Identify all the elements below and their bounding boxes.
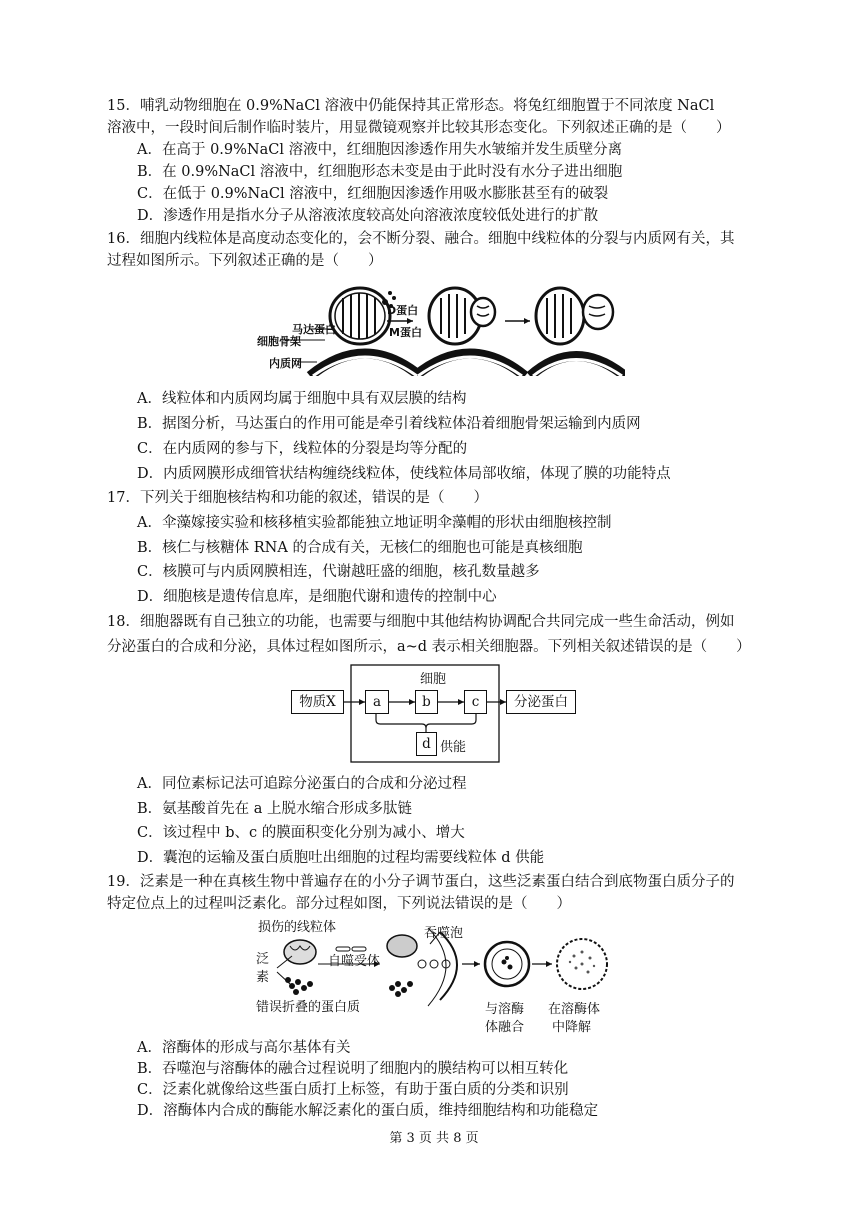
organelle-b-box: b xyxy=(415,690,438,714)
q19-option-d: D．溶酶体内合成的酶能水解泛素化的蛋白质，维持细胞结构和功能稳定 xyxy=(137,1103,599,1119)
misfolded-protein-label: 错误折叠的蛋白质 xyxy=(256,1000,361,1015)
q16-option-a: A．线粒体和内质网均属于细胞中具有双层膜的结构 xyxy=(137,391,467,407)
q18-stem-line2: 分泌蛋白的合成和分泌，具体过程如图所示，a~d 表示相关细胞器。下列相关叙述错误的是（ ） xyxy=(107,639,751,655)
q16-stem-line1: 16．细胞内线粒体是高度动态变化的，会不断分裂、融合。细胞中线粒体的分裂与内质网有关，其 xyxy=(107,231,735,247)
q18-option-b: B．氨基酸首先在 a 上脱水缩合形成多肽链 xyxy=(137,801,413,817)
organelle-a-box: a xyxy=(365,690,389,714)
q16-option-d: D．内质网膜形成细管状结构缠绕线粒体，使线粒体局部收缩，体现了膜的功能特点 xyxy=(137,466,671,482)
lysosome-fusion-label-2: 体融合 xyxy=(485,1020,525,1035)
q17-option-b: B．核仁与核糖体 RNA 的合成有关，无核仁的细胞也可能是真核细胞 xyxy=(137,540,583,556)
q18-stem-line1: 18．细胞器既有自己独立的功能，也需要与细胞中其他结构协调配合共同完成一些生命活动，例如 xyxy=(107,614,735,630)
organelle-c-box: c xyxy=(464,690,487,714)
q16-stem-line2: 过程如图所示。下列叙述正确的是（ ） xyxy=(107,253,383,269)
q19-option-b: B．吞噬泡与溶酶体的融合过程说明了细胞内的膜结构可以相互转化 xyxy=(137,1061,569,1077)
q17-option-c: C．核膜可与内质网膜相连，代谢越旺盛的细胞，核孔数量越多 xyxy=(137,564,540,580)
q18-option-d: D．囊泡的运输及蛋白质胞吐出细胞的过程均需要线粒体 d 供能 xyxy=(137,850,545,866)
autophagy-receptor-label: 自噬受体 xyxy=(328,954,381,969)
secretory-protein-figure xyxy=(290,664,580,764)
q18-option-a: A．同位素标记法可追踪分泌蛋白的合成和分泌过程 xyxy=(137,776,467,792)
ubiquitin-label-1: 泛 xyxy=(256,952,270,967)
lysosome-degrade-label-1: 在溶酶体 xyxy=(548,1002,601,1017)
q15-option-a: A．在高于 0.9%NaCl 溶液中，红细胞因渗透作用失水皱缩并发生质壁分离 xyxy=(137,142,623,158)
q17-option-d: D．细胞核是遗传信息库，是细胞代谢和遗传的控制中心 xyxy=(137,589,497,605)
q18-option-c: C．该过程中 b、c 的膜面积变化分别为减小、增大 xyxy=(137,825,465,841)
lysosome-fusion-label-1: 与溶酶 xyxy=(485,1002,525,1017)
page-footer: 第 3 页 共 8 页 xyxy=(389,1131,479,1146)
phagophore-label: 吞噬泡 xyxy=(424,926,464,941)
q19-stem-line1: 19．泛素是一种在真核生物中普遍存在的小分子调节蛋白，这些泛素蛋白结合到底物蛋白质分子的 xyxy=(107,874,735,890)
cell-label: 细胞 xyxy=(420,672,447,687)
q15-option-c: C．在低于 0.9%NaCl 溶液中，红细胞因渗透作用吸水膨胀甚至有的破裂 xyxy=(137,186,609,202)
d-protein-label: D蛋白 xyxy=(387,304,419,317)
mitochondrion-2 xyxy=(429,288,495,344)
cytoskeleton-label: 细胞骨架 xyxy=(257,335,301,348)
m-protein-label: M蛋白 xyxy=(389,326,422,339)
q19-option-a: A．溶酶体的形成与高尔基体有关 xyxy=(137,1040,351,1056)
q17-stem: 17．下列关于细胞核结构和功能的叙述，错误的是（ ） xyxy=(107,490,488,506)
ubiquitin-label-2: 素 xyxy=(256,970,270,985)
q15-stem-line1: 15．哺乳动物细胞在 0.9%NaCl 溶液中仍能保持其正常形态。将兔红细胞置于不同浓度 NaCl xyxy=(107,98,715,114)
q16-option-c: C．在内质网的参与下，线粒体的分裂是均等分配的 xyxy=(137,441,468,457)
q16-option-b: B．据图分析，马达蛋白的作用可能是牵引着线粒体沿着细胞骨架运输到内质网 xyxy=(137,416,641,432)
damaged-mito-label: 损伤的线粒体 xyxy=(258,920,337,935)
lysosome-degrade-label-2: 中降解 xyxy=(552,1020,592,1035)
q19-option-c: C．泛素化就像给这些蛋白质打上标签，有助于蛋白质的分类和识别 xyxy=(137,1082,569,1098)
organelle-d-box: d xyxy=(416,732,437,756)
secretory-protein-box: 分泌蛋白 xyxy=(506,690,576,714)
q15-option-b: B．在 0.9%NaCl 溶液中，红细胞形态未变是由于此时没有水分子进出细胞 xyxy=(137,164,623,180)
mitochondrion-3 xyxy=(536,288,613,344)
mitochondria-fission-figure xyxy=(255,276,625,376)
q15-stem-line2: 溶液中，一段时间后制作临时装片，用显微镜观察并比较其形态变化。下列叙述正确的是（ ） xyxy=(107,120,731,136)
substance-x-box: 物质X xyxy=(291,690,344,714)
motor-protein-label: 马达蛋白 xyxy=(292,323,336,336)
energy-supply-label: 供能 xyxy=(440,740,467,755)
q19-stem-line2: 特定位点上的过程叫泛素化。部分过程如图，下列说法错误的是（ ） xyxy=(107,896,571,912)
q17-option-a: A．伞藻嫁接实验和核移植实验都能独立地证明伞藻帽的形状由细胞核控制 xyxy=(137,515,612,531)
ubiquitination-figure xyxy=(252,914,642,1038)
er-label: 内质网 xyxy=(269,357,302,370)
q15-option-d: D．渗透作用是指水分子从溶液浓度较高处向溶液浓度较低处进行的扩散 xyxy=(137,208,599,224)
